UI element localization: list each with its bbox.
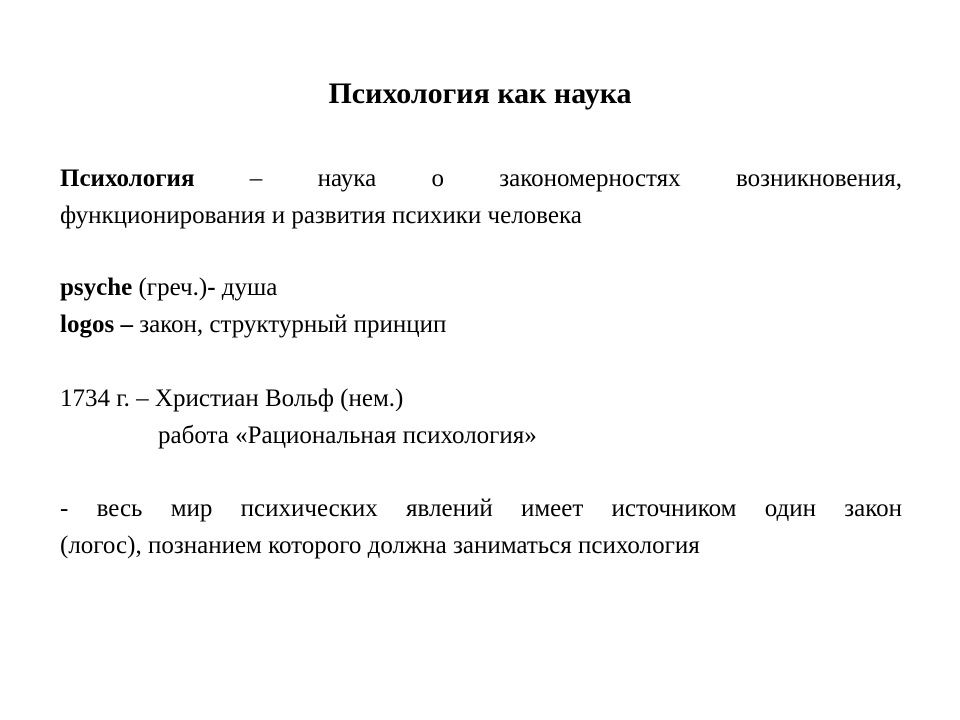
definition-text: – наука о закономерностях возникновения, bbox=[194, 165, 902, 192]
logos-term: logos bbox=[60, 311, 115, 338]
history-line-1: 1734 г. – Христиан Вольф (нем.) bbox=[60, 385, 404, 412]
psyche-line bbox=[60, 269, 902, 306]
logos-line bbox=[60, 306, 902, 343]
etymology-block bbox=[60, 269, 902, 343]
psyche-term: psyche bbox=[60, 274, 133, 301]
definition-line-2: функционирования и развития психики человека bbox=[60, 202, 582, 229]
psyche-language: (греч.) bbox=[132, 274, 208, 301]
definition-paragraph bbox=[60, 160, 902, 234]
psyche-meaning: душа bbox=[215, 274, 278, 301]
history-line-2: работа «Рациональная психология» bbox=[158, 422, 537, 449]
logos-meaning: закон, структурный принцип bbox=[132, 311, 447, 338]
history-block bbox=[60, 380, 902, 454]
definition-term: Психология bbox=[60, 165, 195, 192]
logos-dash: – bbox=[114, 311, 133, 338]
definition-line-1 bbox=[60, 160, 902, 197]
psyche-dash: - bbox=[207, 274, 216, 301]
slide-title: Психология как наука bbox=[328, 77, 632, 110]
logos-statement-paragraph bbox=[60, 490, 902, 564]
logos-statement-line-2: (логос), познанием которого должна заниматься психология bbox=[60, 532, 700, 559]
logos-statement-line-1: - весь мир психических явлений имеет источником один закон bbox=[60, 495, 902, 522]
